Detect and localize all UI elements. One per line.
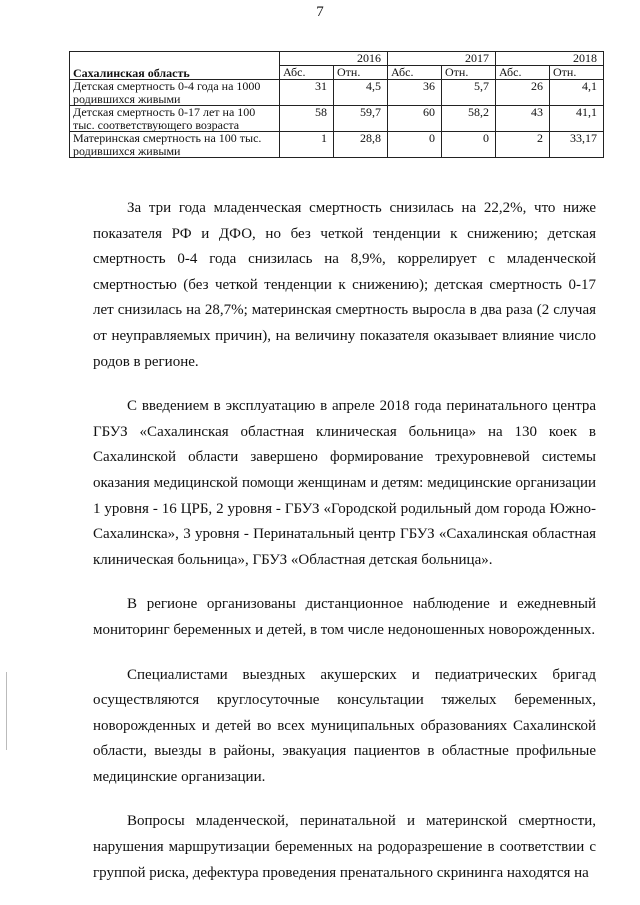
year-header: 2016 <box>280 52 388 66</box>
cell-value: 41,1 <box>550 106 604 132</box>
paragraph: С введением в эксплуатацию в апреле 2018 года перинатального центра ГБУЗ «Сахалинская областная клиническая больница» на 130 коек в Сахалинской области завершено формирование трехуровневой системы оказания медицинской помощи женщинам и детям: медицинские организации 1 уровня - 16 ЦРБ, 2 уровня - ГБУЗ «Городской родильный дом города Южно-Сахалинска», 3 уровня - Перинатальный центр ГБУЗ «Сахалинская областная клиническая больница», ГБУЗ «Областная детская больница». <box>93 398 596 568</box>
cell-value: 1 <box>280 132 334 158</box>
cell-value: 4,1 <box>550 80 604 106</box>
cell-value: 0 <box>388 132 442 158</box>
cell-value: 5,7 <box>442 80 496 106</box>
abs-header: Абс. <box>280 66 334 80</box>
scan-margin-mark <box>6 672 7 750</box>
page-number: 7 <box>316 4 324 20</box>
row-label: Детская смертность 0-4 года на 1000 родившихся живыми <box>70 80 280 106</box>
row-label: Материнская смертность на 100 тыс. родившихся живыми <box>70 132 280 158</box>
cell-value: 36 <box>388 80 442 106</box>
cell-value: 58,2 <box>442 106 496 132</box>
mortality-table <box>69 51 604 158</box>
table-row <box>70 80 604 106</box>
abs-header: Абс. <box>496 66 550 80</box>
cell-value: 59,7 <box>334 106 388 132</box>
cell-value: 4,5 <box>334 80 388 106</box>
year-header: 2017 <box>388 52 496 66</box>
table-year-row <box>70 52 604 66</box>
paragraph: Вопросы младенческой, перинатальной и материнской смертности, нарушения маршрутизации беременных на родоразрешение в соответствии с группой риска, дефектура проведения пренатального скрининга находятся на <box>93 813 596 881</box>
cell-value: 43 <box>496 106 550 132</box>
paragraph: В регионе организованы дистанционное наблюдение и ежедневный мониторинг беременных и детей, в том числе недоношенных новорожденных. <box>93 596 596 638</box>
rel-header: Отн. <box>334 66 388 80</box>
cell-value: 26 <box>496 80 550 106</box>
body-text <box>93 196 596 886</box>
paragraph: Специалистами выездных акушерских и педиатрических бригад осуществляются круглосуточные консультации тяжелых беременных, новорожденных и детей во всех муниципальных образованиях Сахалинской области, выезды в районы, эвакуация пациентов в областные профильные медицинские организации. <box>93 666 596 785</box>
cell-value: 0 <box>442 132 496 158</box>
year-header: 2018 <box>496 52 604 66</box>
table-row <box>70 132 604 158</box>
cell-value: 58 <box>280 106 334 132</box>
cell-value: 28,8 <box>334 132 388 158</box>
cell-value: 60 <box>388 106 442 132</box>
cell-value: 33,17 <box>550 132 604 158</box>
table-region-header: Сахалинская область <box>70 52 280 80</box>
row-label: Детская смертность 0-17 лет на 100 тыс. соответствующего возраста <box>70 106 280 132</box>
rel-header: Отн. <box>550 66 604 80</box>
rel-header: Отн. <box>442 66 496 80</box>
paragraph: За три года младенческая смертность снизилась на 22,2%, что ниже показателя РФ и ДФО, но без четкой тенденции к снижению; детская смертность 0-4 года снизилась на 8,9%, коррелирует с младенческой смертностью (без четкой тенденции к снижению); детская смертность 0-17 лет снизилась на 28,7%; материнская смертность выросла в два раза (2 случая от неуправляемых причин), на величину показателя оказывает влияние число родов в регионе. <box>93 200 596 370</box>
table-row <box>70 106 604 132</box>
cell-value: 31 <box>280 80 334 106</box>
abs-header: Абс. <box>388 66 442 80</box>
cell-value: 2 <box>496 132 550 158</box>
